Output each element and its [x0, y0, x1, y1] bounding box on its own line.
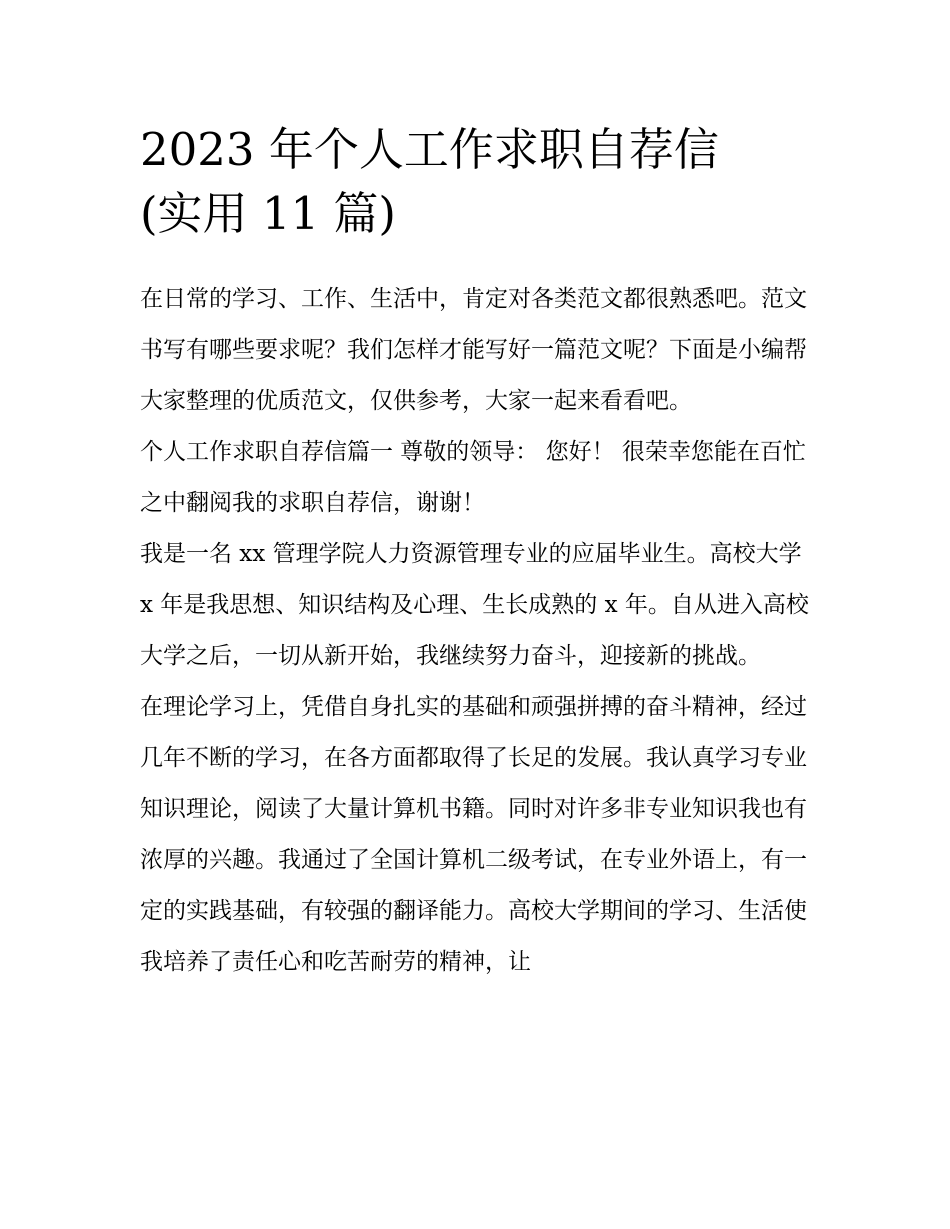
document-title	[140, 118, 830, 246]
self-introduction-paragraph: 我是一名 xx 管理学院人力资源管理专业的应届毕业生。高校大学 x 年是我思想、知识结构及心理、生长成熟的 x 年。自从进入高校大学之后，一切从新开始，我继续努力奋斗，迎接新的挑战。	[140, 541, 809, 669]
document-body	[140, 274, 815, 988]
title-line-1: 2023 年个人工作求职自荐信	[140, 123, 719, 176]
title-line-2: (实用 11 篇)	[140, 187, 396, 240]
intro-paragraph: 在日常的学习、工作、生活中，肯定对各类范文都很熟悉吧。范文书写有哪些要求呢？我们怎样才能写好一篇范文呢？下面是小编帮大家整理的优质范文，仅供参考，大家一起来看看吧。	[140, 286, 807, 414]
study-paragraph: 在理论学习上，凭借自身扎实的基础和顽强拼搏的奋斗精神，经过几年不断的学习，在各方面都取得了长足的发展。我认真学习专业知识理论，阅读了大量计算机书籍。同时对许多非专业知识我也有浓厚的兴趣。我通过了全国计算机二级考试，在专业外语上，有一定的实践基础，有较强的翻译能力。高校大学期间的学习、生活使我培养了责任心和吃苦耐劳的精神，让	[140, 694, 807, 975]
letter-opening-paragraph: 个人工作求职自荐信篇一 尊敬的领导： 您好！ 很荣幸您能在百忙之中翻阅我的求职自荐信，谢谢！	[140, 439, 806, 516]
